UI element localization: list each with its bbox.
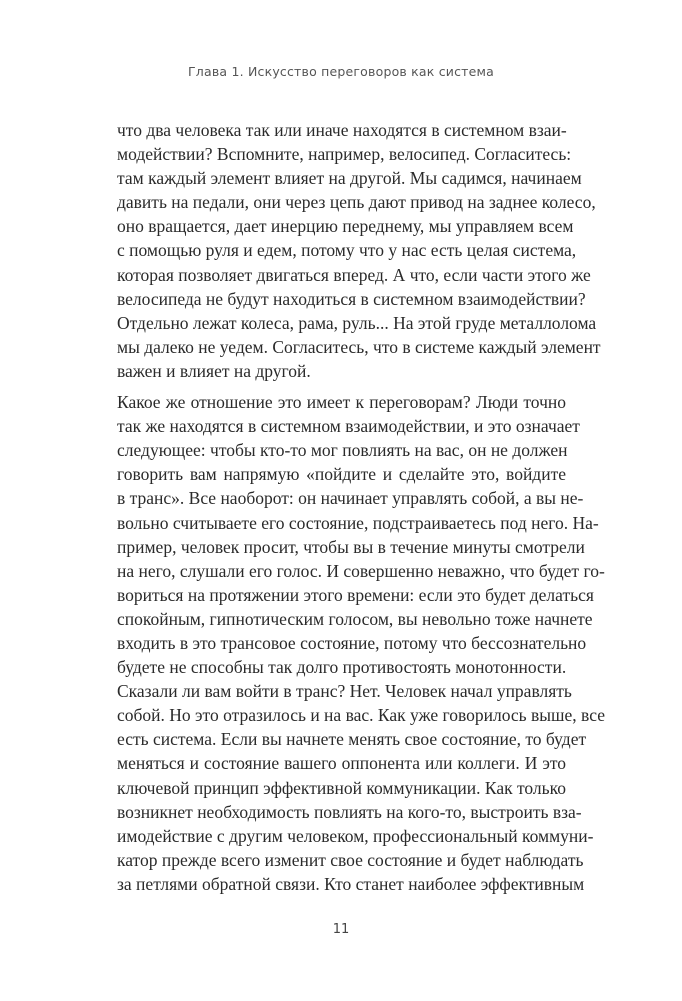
text-line: Отдельно лежат колеса, рама, руль... На этой груде металлолома [117, 312, 597, 333]
text-line: что два человека так или иначе находятся в системном взаи- [117, 120, 567, 140]
text-line: входить в это трансовое состояние, потому что бессознательно [117, 632, 587, 653]
text-line: за петлями обратной связи. Кто станет наиболее эффективным [117, 873, 585, 894]
running-header: Глава 1. Искусство переговоров как система [187, 64, 495, 79]
text-line: собой. Но это отразилось и на вас. Как уже говорилось выше, все [117, 705, 605, 726]
paragraph [117, 118, 601, 383]
text-line: есть система. Если вы начнете менять свое состояние, то будет [117, 729, 587, 750]
text-line: давить на педали, они через цепь дают привод на заднее колесо, [117, 192, 596, 213]
text-line: пример, человек просит, чтобы вы в течение минуты смотрели [117, 536, 585, 557]
text-line: вольно считываете его состояние, подстраиваетесь под него. На- [117, 512, 599, 533]
text-line: вориться на протяжении этого времени: если это будет делаться [117, 584, 594, 605]
text-line: возникнет необходимость повлиять на кого-то, выстроить вза- [117, 801, 582, 822]
text-line: мы далеко не уедем. Согласитесь, что в системе каждый элемент [117, 336, 601, 357]
text-line: так же находятся в системном взаимодействии, и это означает [117, 416, 580, 437]
text-line: меняться и состояние вашего оппонента или коллеги. И это [117, 753, 566, 774]
text-line: велосипеда не будут находиться в системном взаимодействии? [117, 288, 586, 309]
text-line: на него, слушали его голос. И совершенно неважно, что будет го- [117, 560, 605, 581]
text-line: с помощью руля и едем, потому что у нас есть целая система, [117, 240, 577, 261]
text-line: Какое же отношение это имеет к переговорам? Люди точно [117, 392, 566, 413]
page-body-text [117, 118, 605, 903]
text-line: имодействие с другим человеком, профессиональный коммуни- [117, 825, 594, 846]
paragraph [117, 390, 605, 896]
text-line: катор прежде всего изменит свое состояние и будет наблюдать [117, 849, 584, 870]
text-line: следующее: чтобы кто-то мог повлиять на вас, он не должен [117, 440, 568, 461]
text-line: спокойным, гипнотическим голосом, вы невольно тоже начнете [117, 608, 593, 629]
page-number: 11 [332, 922, 350, 937]
text-line: в транс». Все наоборот: он начинает управлять собой, а вы не- [117, 488, 584, 509]
text-line: Сказали ли вам войти в транс? Нет. Человек начал управлять [117, 681, 572, 702]
text-line: оно вращается, дает инерцию переднему, мы управляем всем [117, 216, 574, 237]
text-line: ключевой принцип эффективной коммуникации. Как только [117, 777, 566, 798]
text-line: важен и влияет на другой. [117, 360, 311, 381]
text-line: там каждый элемент влияет на другой. Мы садимся, начинаем [117, 168, 582, 189]
text-line: будете не способны так долго противостоять монотонности. [117, 657, 567, 678]
text-line: которая позволяет двигаться вперед. А что, если части этого же [117, 264, 591, 285]
text-line: говорить вам напрямую «пойдите и сделайте это, войдите [117, 464, 566, 485]
text-line: модействии? Вспомните, например, велосипед. Согласитесь: [117, 144, 572, 165]
